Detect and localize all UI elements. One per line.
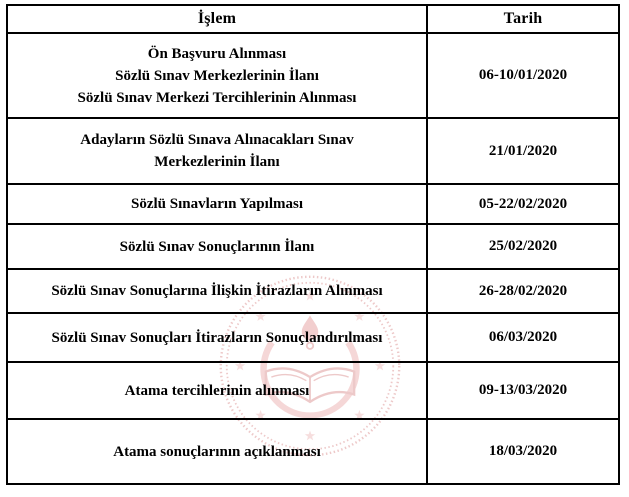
islem-cell [7, 33, 427, 118]
islem-line: Sözlü Sınav Sonuçlarının İlanı [119, 238, 315, 255]
table-row [7, 224, 619, 269]
tarih-cell: 06-10/01/2020 [427, 33, 619, 118]
islem-cell [7, 313, 427, 362]
tarih-cell: 18/03/2020 [427, 419, 619, 484]
tarih-cell: 21/01/2020 [427, 118, 619, 184]
tarih-cell: 05-22/02/2020 [427, 184, 619, 224]
islem-line: Adayların Sözlü Sınava Alınacakları Sınav [80, 132, 354, 148]
schedule-table [6, 4, 620, 485]
islem-cell [7, 184, 427, 224]
table-row [7, 419, 619, 484]
islem-line: Sözlü Sınav Merkezi Tercihlerinin Alınması [77, 89, 357, 106]
tarih-cell: 06/03/2020 [427, 313, 619, 362]
table-row [7, 362, 619, 419]
tarih-cell: 25/02/2020 [427, 224, 619, 269]
table-row [7, 118, 619, 184]
islem-cell [7, 269, 427, 313]
column-header-tarih: Tarih [427, 5, 619, 33]
table-row [7, 313, 619, 362]
islem-line: Ön Başvuru Alınması [147, 45, 287, 62]
table-row [7, 33, 619, 118]
islem-line: Sözlü Sınav Sonuçları İtirazların Sonuçlandırılması [51, 329, 383, 346]
islem-cell [7, 224, 427, 269]
table-row [7, 184, 619, 224]
islem-line: Sözlü Sınav Merkezlerinin İlanı [115, 67, 319, 84]
tarih-cell: 09-13/03/2020 [427, 362, 619, 419]
tarih-cell: 26-28/02/2020 [427, 269, 619, 313]
islem-cell [7, 118, 427, 184]
islem-line: Sözlü Sınavların Yapılması [131, 196, 303, 212]
islem-line: Sözlü Sınav Sonuçlarına İlişkin İtirazların Alınması [51, 283, 383, 299]
islem-cell [7, 419, 427, 484]
islem-line: Merkezlerinin İlanı [154, 154, 280, 170]
table-row [7, 269, 619, 313]
column-header-islem: İşlem [7, 5, 427, 33]
islem-line: Atama sonuçlarının açıklanması [113, 443, 321, 460]
islem-cell [7, 362, 427, 419]
islem-line: Atama tercihlerinin alınması [124, 382, 310, 399]
header-row [7, 5, 619, 33]
